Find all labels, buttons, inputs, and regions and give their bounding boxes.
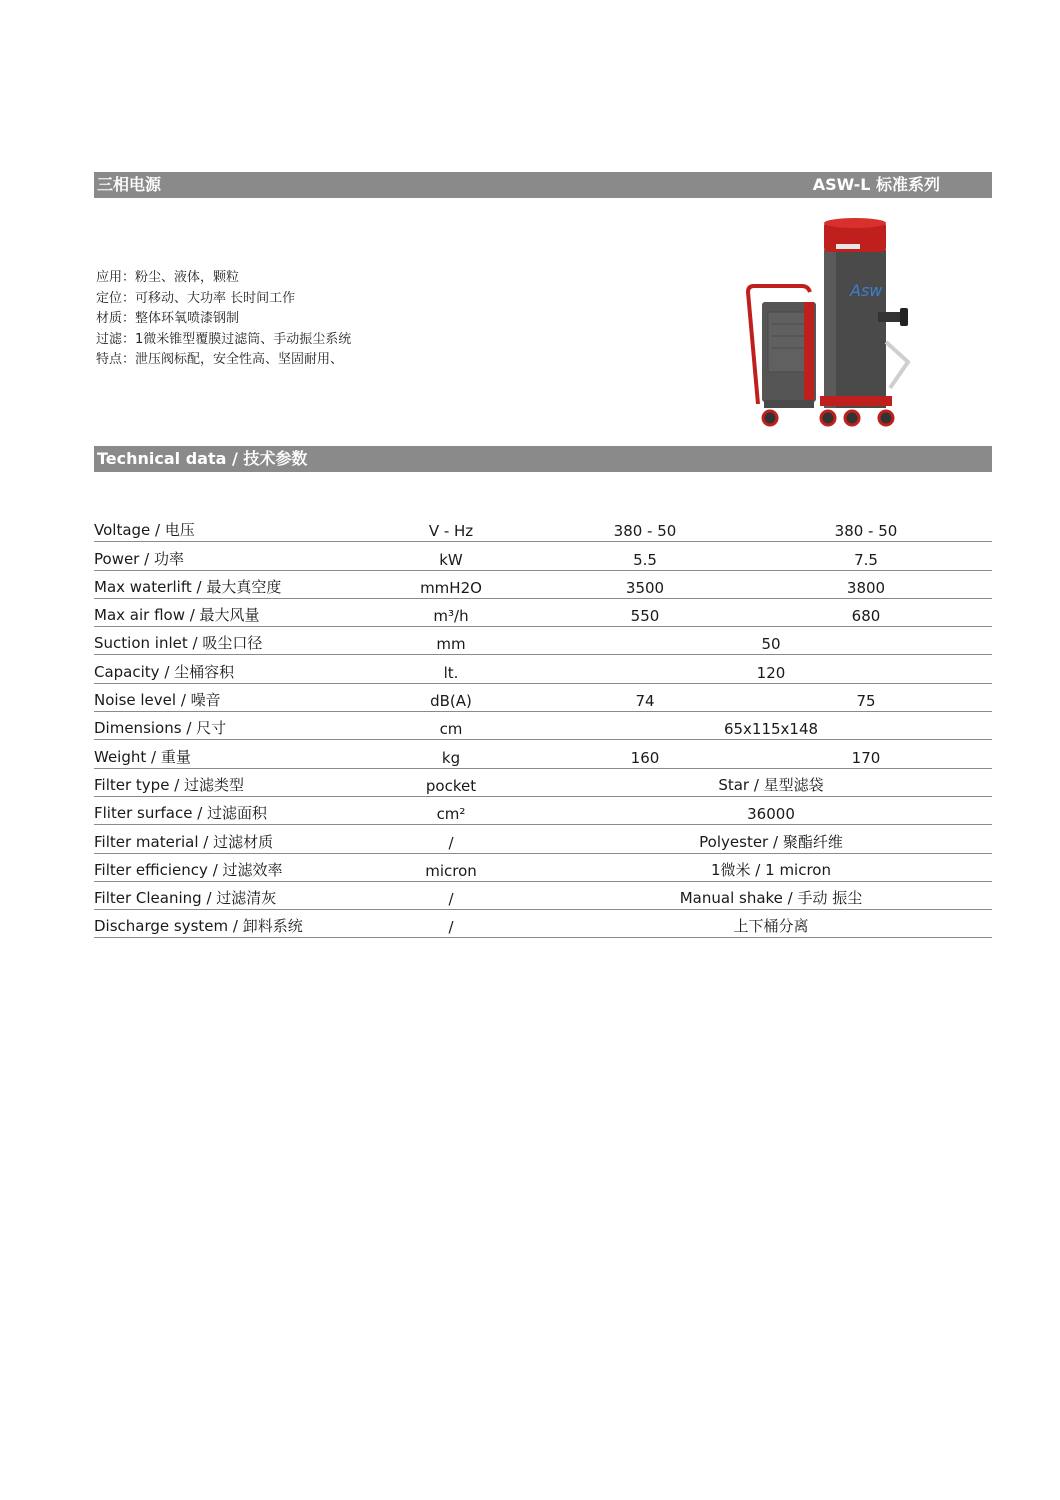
feature-list <box>96 268 351 371</box>
feature-material: 材质：整体环氧喷漆钢制 <box>96 311 240 326</box>
row-value: 上下桶分离 <box>550 910 992 938</box>
table-row <box>94 881 992 909</box>
row-unit: lt. <box>352 655 550 683</box>
table-row <box>94 655 992 683</box>
feature-positioning: 定位：可移动、大功率 长时间工作 <box>96 290 296 306</box>
row-value: 120 <box>550 655 992 683</box>
table-row <box>94 598 992 626</box>
table-row <box>94 683 992 711</box>
row-unit: kg <box>352 740 550 768</box>
row-unit: pocket <box>352 768 550 796</box>
row-value-model-2: 680 <box>740 598 992 626</box>
row-label: Noise level / 噪音 <box>94 683 352 711</box>
row-label: Capacity / 尘桶容积 <box>94 655 352 683</box>
table-row <box>94 768 992 796</box>
table-row <box>94 514 992 542</box>
row-unit: micron <box>352 853 550 881</box>
header-left-title: 三相电源 <box>97 175 162 194</box>
table-row <box>94 853 992 881</box>
technical-data-table <box>94 514 992 938</box>
row-unit: / <box>352 910 550 938</box>
row-value: 65x115x148 <box>550 712 992 740</box>
row-value: 1微米 / 1 micron <box>550 853 992 881</box>
row-label: Suction inlet / 吸尘口径 <box>94 627 352 655</box>
feature-application: 应用：粉尘、液体，颗粒 <box>96 270 240 285</box>
row-label: Weight / 重量 <box>94 740 352 768</box>
table-row <box>94 825 992 853</box>
header-band <box>94 172 992 198</box>
row-value-model-2: 3800 <box>740 570 992 598</box>
row-value: Manual shake / 手动 振尘 <box>550 881 992 909</box>
row-label: Max air flow / 最大风量 <box>94 598 352 626</box>
vacuum-cleaner-image <box>740 212 920 434</box>
table-row <box>94 712 992 740</box>
table-row <box>94 542 992 570</box>
row-value-model-1: 5.5 <box>550 542 740 570</box>
row-value-model-2: 380 - 50 <box>740 514 992 542</box>
row-value: Star / 星型滤袋 <box>550 768 992 796</box>
row-unit: kW <box>352 542 550 570</box>
row-label: Max waterlift / 最大真空度 <box>94 570 352 598</box>
row-label: Voltage / 电压 <box>94 514 352 542</box>
row-unit: / <box>352 825 550 853</box>
row-unit: V - Hz <box>352 514 550 542</box>
row-value: 36000 <box>550 796 992 824</box>
table-row <box>94 740 992 768</box>
row-value-model-2: 75 <box>740 683 992 711</box>
row-label: Fliter surface / 过滤面积 <box>94 796 352 824</box>
row-label: Power / 功率 <box>94 542 352 570</box>
row-value-model-1: 160 <box>550 740 740 768</box>
brand-logo: Asw <box>850 281 883 300</box>
feature-highlights: 特点：泄压阀标配，安全性高、坚固耐用、 <box>96 352 344 367</box>
row-label: Filter type / 过滤类型 <box>94 768 352 796</box>
row-unit: cm <box>352 712 550 740</box>
row-value-model-1: 74 <box>550 683 740 711</box>
table-row <box>94 570 992 598</box>
table-row <box>94 910 992 938</box>
row-value: 50 <box>550 627 992 655</box>
row-unit: dB(A) <box>352 683 550 711</box>
tech-section-band <box>94 446 992 472</box>
row-unit: mmH2O <box>352 570 550 598</box>
row-value-model-2: 170 <box>740 740 992 768</box>
tech-section-title: Technical data / 技术参数 <box>97 449 308 468</box>
table-row <box>94 627 992 655</box>
header-right-title: ASW-L 标准系列 <box>812 175 940 194</box>
row-label: Dimensions / 尺寸 <box>94 712 352 740</box>
row-label: Discharge system / 卸料系统 <box>94 910 352 938</box>
row-unit: mm <box>352 627 550 655</box>
row-value-model-1: 380 - 50 <box>550 514 740 542</box>
row-unit: / <box>352 881 550 909</box>
row-value: Polyester / 聚酯纤维 <box>550 825 992 853</box>
row-value-model-1: 3500 <box>550 570 740 598</box>
row-label: Filter Cleaning / 过滤清灰 <box>94 881 352 909</box>
row-value-model-1: 550 <box>550 598 740 626</box>
row-value-model-2: 7.5 <box>740 542 992 570</box>
table-row <box>94 796 992 824</box>
row-label: Filter material / 过滤材质 <box>94 825 352 853</box>
feature-filtration: 过滤：1微米锥型覆膜过滤筒、手动振尘系统 <box>96 331 352 347</box>
row-label: Filter efficiency / 过滤效率 <box>94 853 352 881</box>
row-unit: cm² <box>352 796 550 824</box>
row-unit: m³/h <box>352 598 550 626</box>
